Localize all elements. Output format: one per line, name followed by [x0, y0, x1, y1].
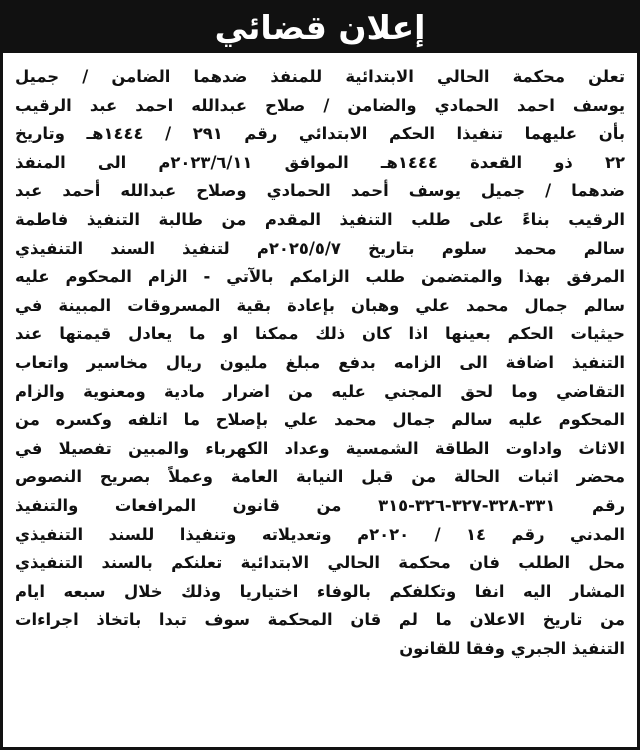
notice-line: رقم ٣٣١-٣٢٨-٣٢٧-٣٢٦-٣١٥ من قانون المرافعات والتنفيذ [15, 495, 625, 515]
notice-line: المرفق بهذا والمتضمن طلب الزامكم بالآتي - الزام المحكوم عليه [15, 267, 625, 287]
notice-line-last: التنفيذ الجبري وفقا للقانون [399, 638, 625, 658]
notice-body [15, 63, 625, 663]
notice-line: المحكوم عليه سالم جمال محمد علي بإصلاح ما اتلفه وكسره من [15, 410, 625, 430]
notice-line: التنفيذ اضافة الى الزامه بدفع مبلغ مليون ريال مخاسير واتعاب [15, 352, 625, 372]
notice-line: حيثيات الحكم بعينها اذا كان ذلك ممكنا او ما يعادل قيمتها عند [15, 324, 625, 344]
notice-line: الرقيب بناءً على طلب التنفيذ المقدم من طالبة التنفيذ فاطمة [15, 209, 625, 229]
notice-line: يوسف احمد الحمادي والضامن / صلاح عبدالله احمد عبد الرقيب [15, 95, 625, 115]
notice-line: المدني رقم ١٤ / ٢٠٢٠م وتعديلاته وتنفيذا للسند التنفيذي [15, 524, 625, 544]
notice-line: سالم جمال محمد علي وهبان بإعادة بقية المسروقات المبينة في [15, 295, 625, 315]
notice-header [3, 3, 637, 53]
notice-line: التقاضي وما لحق المجني عليه من اضرار مادية ومعنوية والزام [15, 381, 625, 401]
notice-line: الاثاث واداوت الطاقة الشمسية وعداد الكهرباء والمبين تفصيلا في [15, 438, 625, 458]
notice-title: إعلان قضائي [214, 8, 426, 47]
notice-line: محل الطلب فان محكمة الحالي الابتدائية تعلنكم بالسند التنفيذي [15, 553, 625, 573]
notice-line: تعلن محكمة الحالي الابتدائية للمنفذ ضدهما الضامن / جميل [15, 67, 625, 86]
notice-line: ٢٢ ذو القعدة ١٤٤٤هـ الموافق ٢٠٢٣/٦/١١م الى المنفذ [15, 152, 625, 172]
notice-line: سالم محمد سلوم بتاريخ ٢٠٢٥/٥/٧م لتنفيذ السند التنفيذي [15, 238, 625, 258]
notice-line: من تاريخ الاعلان ما لم قان المحكمة سوف تبدا باتخاذ اجراءات [15, 610, 625, 630]
notice-line: المشار اليه انفا وتكلفكم بالوفاء اختياريا وذلك خلال سبعه ايام [15, 581, 625, 601]
notice-line: ضدهما / جميل يوسف أحمد الحمادي وصلاح عبدالله أحمد عبد [15, 181, 625, 201]
notice-line: بأن عليهما تنفيذا الحكم الابتدائي رقم ٢٩١ / ١٤٤٤هـ وتاريخ [15, 124, 625, 144]
notice-line: محضر اثبات الحالة من قبل النيابة العامة وعملاً بصريح النصوص [15, 467, 625, 487]
